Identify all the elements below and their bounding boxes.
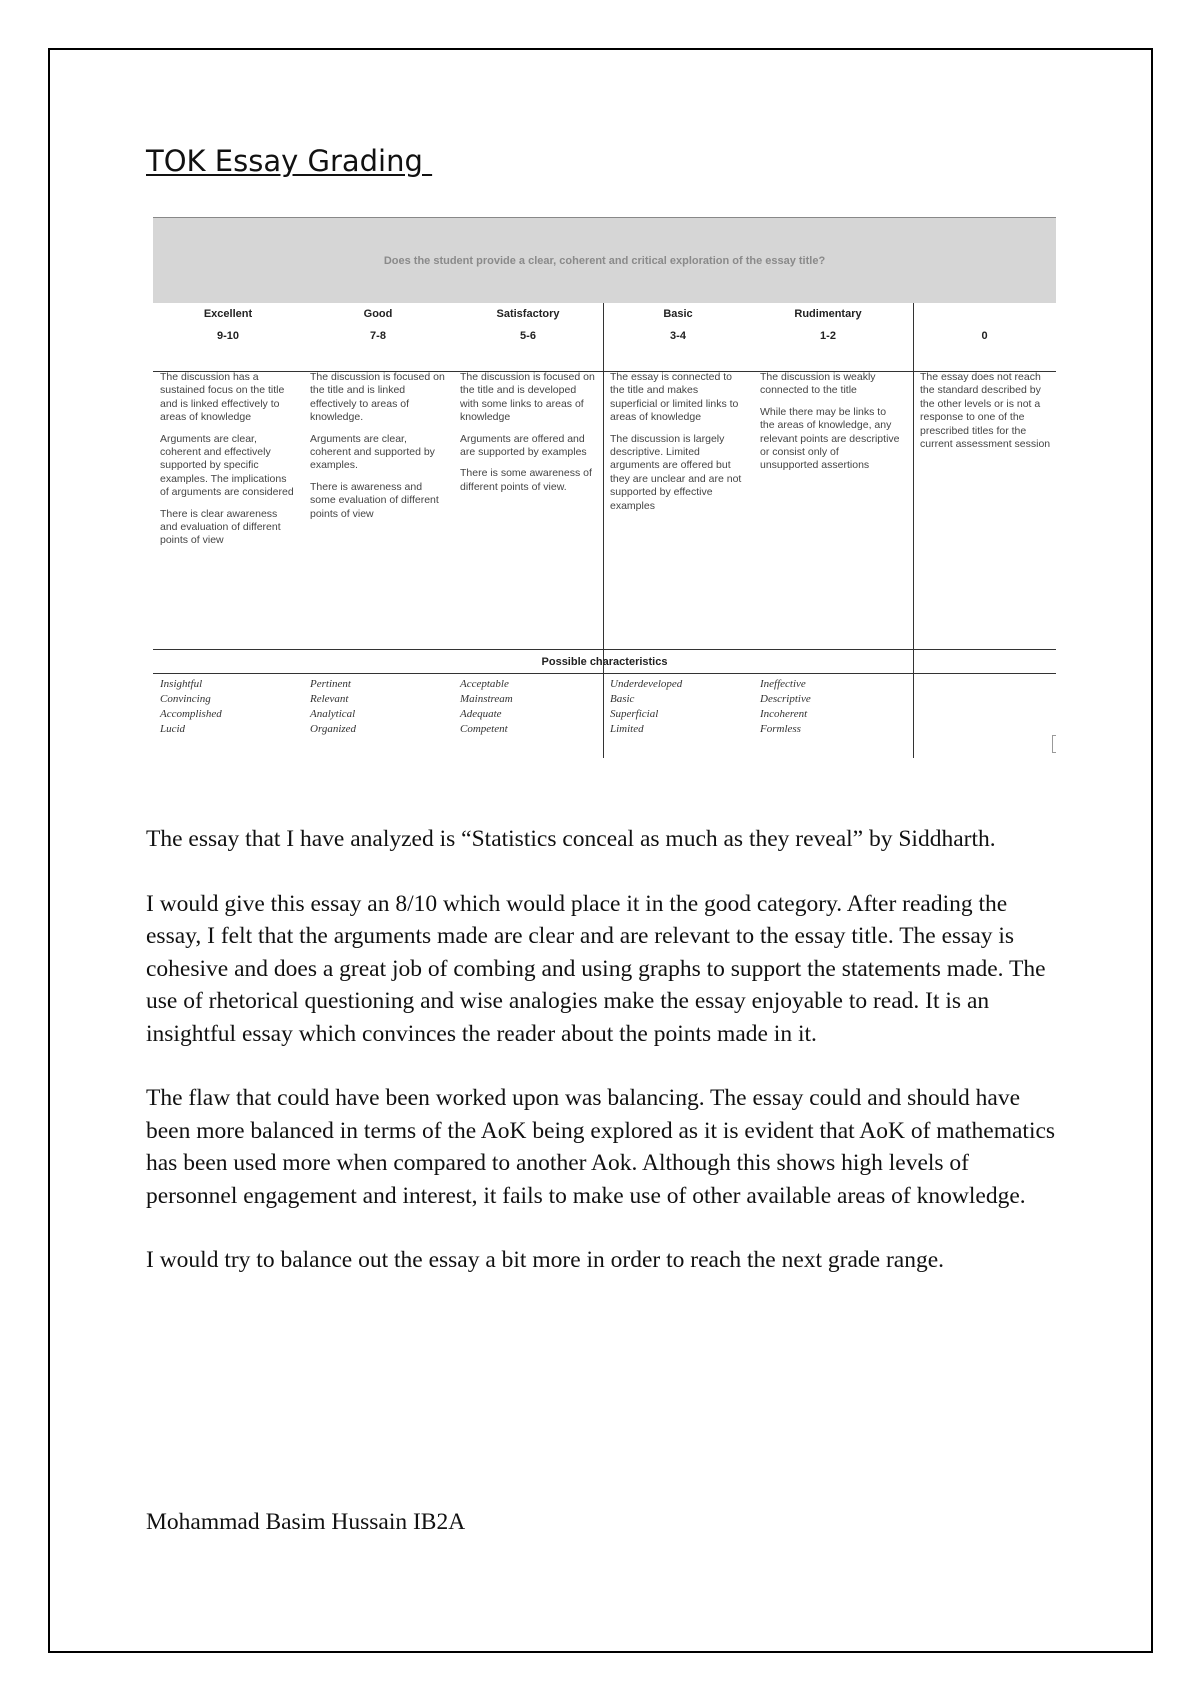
characteristic-word: Lucid <box>160 723 186 735</box>
characteristic-word: Accomplished <box>160 708 222 720</box>
characteristic-word: Insightful <box>160 678 203 690</box>
document-title: TOK Essay Grading <box>146 144 433 178</box>
characteristics-rudimentary <box>760 677 811 737</box>
level-name: Rudimentary <box>794 308 862 320</box>
level-name: Basic <box>663 308 693 320</box>
characteristics-excellent <box>160 677 222 737</box>
author-signature-line: Mohammad Basim Hussain IB2A <box>146 1509 466 1535</box>
bracket-mark <box>1052 735 1056 753</box>
body-paragraph: The flaw that could have been worked upon was balancing. The essay could and should have been more balanced in terms of the AoK being explored as it is evident that AoK of mathematics has been used more when compared to another Aok. Although this shows high levels of personnel engagement and interest, it fails to make use of other available areas of knowledge. <box>146 1085 1056 1209</box>
body-paragraph: The essay that I have analyzed is “Statistics conceal as much as they reveal” by Siddharth. <box>146 826 996 852</box>
row-divider <box>153 649 1056 650</box>
descriptor-text: There is clear awareness and evaluation of different points of view <box>160 507 281 547</box>
rubric-question: Does the student provide a clear, coherent and critical exploration of the essay title? <box>153 217 1056 303</box>
characteristics-good <box>310 677 356 737</box>
level-name: Satisfactory <box>496 308 560 320</box>
descriptor-text: The essay does not reach the standard described by the other levels or is not a response to one of the prescribed titles for the current assessment session <box>920 371 1051 451</box>
characteristic-word: Convincing <box>160 693 211 705</box>
characteristic-word: Relevant <box>310 693 349 705</box>
descriptor-text: The essay is connected to the title and makes superficial or limited links to areas of knowledge <box>610 371 739 424</box>
level-range: 5-6 <box>520 330 536 342</box>
characteristic-word: Limited <box>610 723 644 735</box>
characteristic-word: Incoherent <box>760 708 808 720</box>
characteristic-word: Basic <box>610 693 635 705</box>
characteristic-word: Ineffective <box>760 678 806 690</box>
rubric-descriptor-excellent <box>160 371 296 556</box>
body-paragraph: I would give this essay an 8/10 which would place it in the good category. After reading the essay, I felt that the arguments made are clear and are relevant to the essay title. The essay is cohesive and does a great job of combing and using graphs to support the statements made. The use of rhetorical questioning and wise analogies make the essay enjoyable to read. It is an insightful essay which convinces the reader about the points made in it. <box>146 890 1046 1047</box>
characteristic-word: Underdeveloped <box>610 678 683 690</box>
level-name <box>913 303 1056 325</box>
descriptor-text: Arguments are clear, coherent and supported by examples. <box>310 432 435 472</box>
rubric-header-rudimentary <box>753 303 903 347</box>
characteristic-word: Mainstream <box>460 693 513 705</box>
possible-characteristics-label: Possible characteristics <box>541 656 668 668</box>
descriptor-text: While there may be links to the areas of knowledge, any relevant points are descriptive or consist only of unsupported assertions <box>760 405 900 472</box>
level-name: Excellent <box>203 308 253 320</box>
characteristic-word: Organized <box>310 723 357 735</box>
body-paragraph: I would try to balance out the essay a bit more in order to reach the next grade range. <box>146 1247 945 1273</box>
characteristic-word: Acceptable <box>460 678 509 690</box>
rubric-descriptor-basic <box>610 371 746 521</box>
rubric-descriptor-zero <box>920 371 1052 459</box>
level-range: 1-2 <box>820 330 836 342</box>
level-range: 9-10 <box>216 330 240 342</box>
rubric-descriptor-good <box>310 371 446 529</box>
characteristic-word: Descriptive <box>760 693 811 705</box>
rubric-descriptor-satisfactory <box>460 371 596 502</box>
level-range: 0 <box>981 330 988 342</box>
essay-review-body <box>146 823 1066 1309</box>
characteristic-word: Pertinent <box>310 678 351 690</box>
descriptor-text: The discussion is weakly connected to the title <box>760 371 876 397</box>
descriptor-text: The discussion is focused on the title and is linked effectively to areas of knowledge. <box>310 371 445 424</box>
characteristic-word: Competent <box>460 723 508 735</box>
descriptor-text: Arguments are offered and are supported by examples <box>460 432 587 459</box>
descriptor-text: The discussion has a sustained focus on the title and is linked effectively to areas of knowledge <box>160 371 285 424</box>
rubric-header-good <box>303 303 453 347</box>
descriptor-text: There is some awareness of different points of view. <box>460 467 592 493</box>
rubric-header-zero <box>913 303 1056 347</box>
characteristic-word: Formless <box>760 723 801 735</box>
row-divider <box>153 673 1056 674</box>
level-range: 7-8 <box>370 330 386 342</box>
rubric-header-basic <box>603 303 753 347</box>
descriptor-text: The discussion is focused on the title and is developed with some links to areas of knowledge <box>460 371 595 424</box>
rubric-header-excellent <box>153 303 303 347</box>
descriptor-text: Arguments are clear, coherent and effectively supported by specific examples. The implications of arguments are considered <box>160 432 294 499</box>
rubric-header-satisfactory <box>453 303 603 347</box>
characteristic-word: Adequate <box>460 708 502 720</box>
level-range: 3-4 <box>670 330 686 342</box>
descriptor-text: The discussion is largely descriptive. Limited arguments are offered but they are unclear and are not supported by effective examples <box>610 432 742 512</box>
descriptor-text: There is awareness and some evaluation of different points of view <box>310 480 439 520</box>
grading-rubric-table <box>153 217 1056 757</box>
characteristics-satisfactory <box>460 677 513 737</box>
characteristic-word: Superficial <box>610 708 659 720</box>
rubric-descriptor-rudimentary <box>760 371 900 481</box>
characteristic-word: Analytical <box>310 708 356 720</box>
characteristics-basic <box>610 677 682 737</box>
level-name: Good <box>363 308 393 320</box>
